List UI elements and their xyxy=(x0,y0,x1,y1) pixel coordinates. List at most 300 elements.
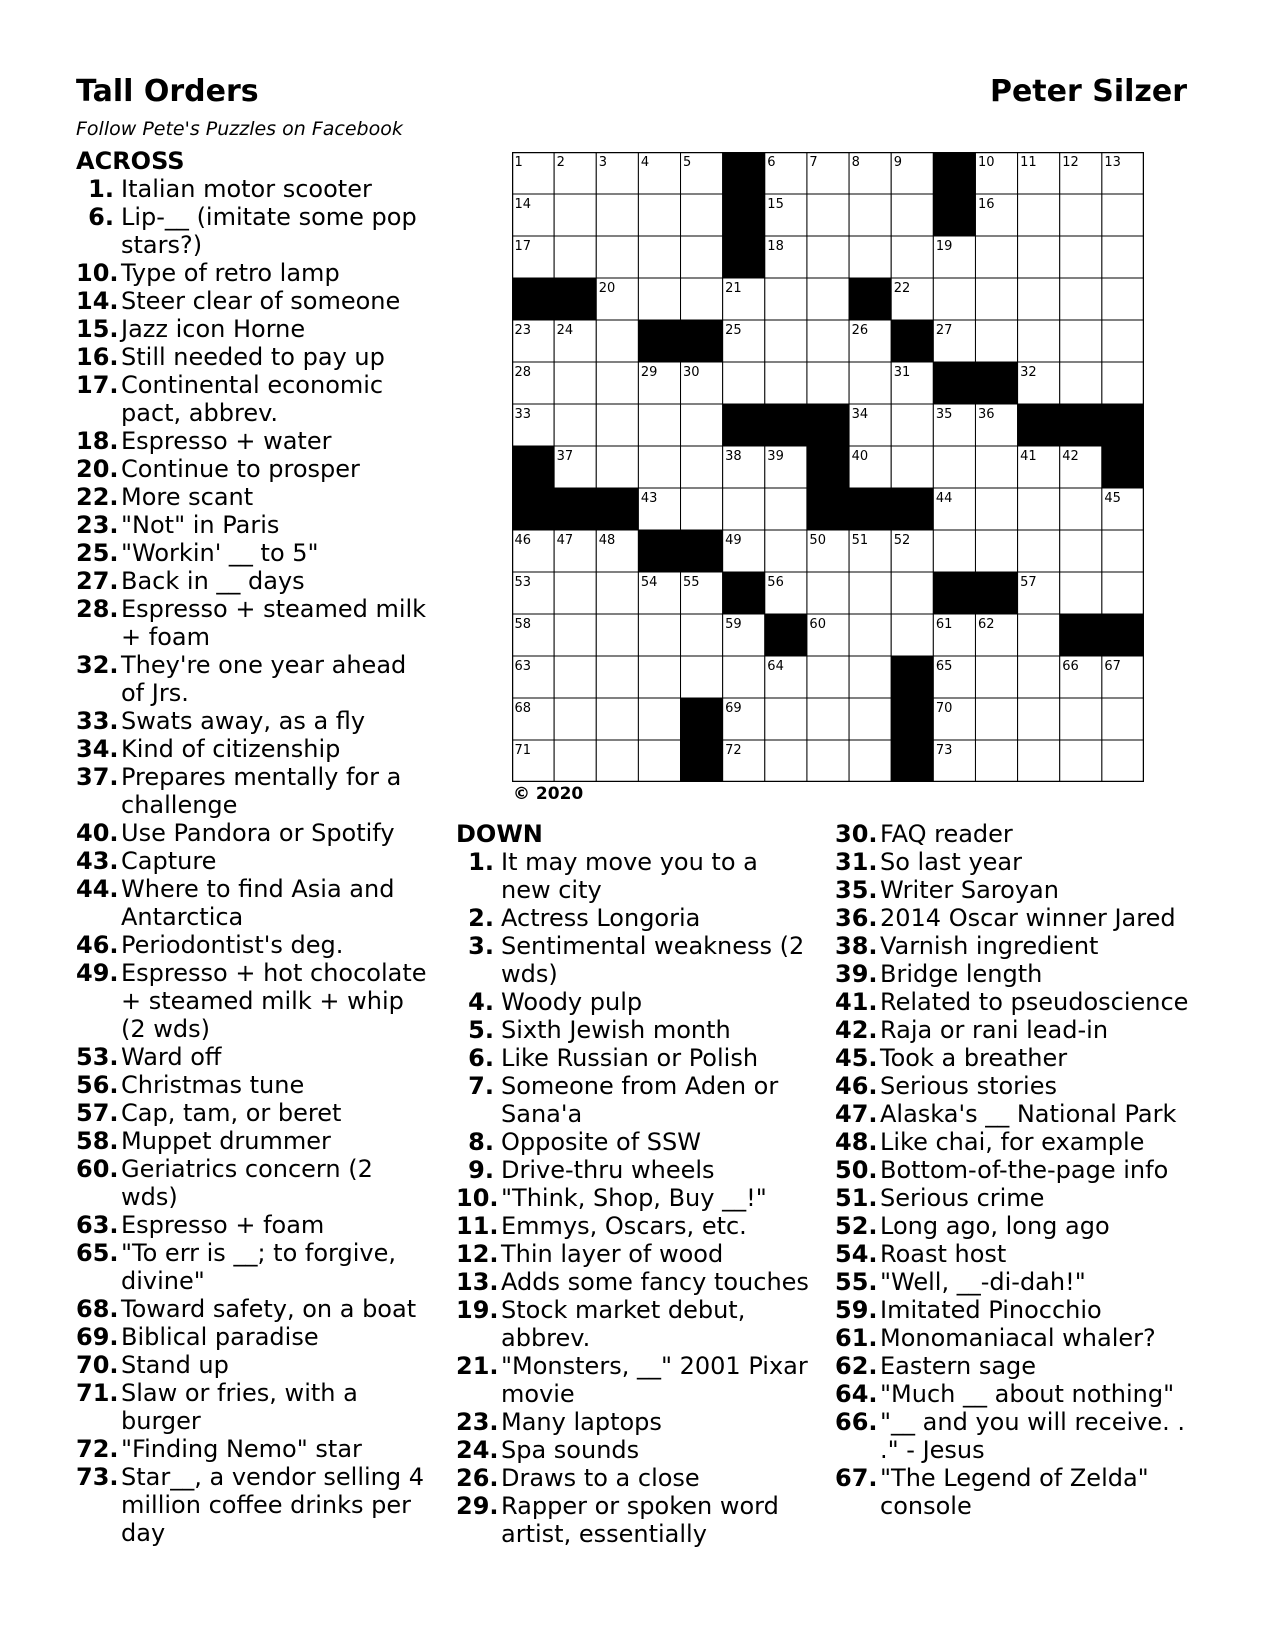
clue xyxy=(456,1016,812,1044)
grid-cell[interactable] xyxy=(1102,362,1144,404)
grid-cell[interactable] xyxy=(807,740,849,782)
black-square xyxy=(765,614,807,656)
grid-cell[interactable] xyxy=(1060,488,1102,530)
clue-text: Prepares mentally for a challenge xyxy=(121,763,402,819)
cell-number: 63 xyxy=(514,659,532,674)
clue-number: 27. xyxy=(76,567,119,595)
grid-cell[interactable] xyxy=(638,278,680,320)
clue xyxy=(76,595,436,651)
clue-number: 28. xyxy=(76,595,119,623)
clue-number: 14. xyxy=(76,287,119,315)
black-square xyxy=(681,698,723,740)
clue-text: Continue to prosper xyxy=(121,455,360,483)
grid-cell[interactable] xyxy=(975,446,1017,488)
cell-number: 58 xyxy=(514,617,532,632)
grid-cell[interactable] xyxy=(1102,572,1144,614)
clue-number: 53. xyxy=(76,1043,119,1071)
clue xyxy=(835,1044,1205,1072)
clue xyxy=(76,1099,436,1127)
clue-number: 3. xyxy=(468,932,494,960)
cell-number: 31 xyxy=(893,365,911,380)
grid-cell[interactable] xyxy=(723,362,765,404)
black-square xyxy=(933,152,975,194)
grid-cell[interactable] xyxy=(1060,530,1102,572)
grid-cell[interactable] xyxy=(765,530,807,572)
grid-cell[interactable] xyxy=(681,194,723,236)
clue-number: 5. xyxy=(468,1016,494,1044)
grid-cell[interactable] xyxy=(1018,278,1060,320)
grid-cell[interactable] xyxy=(849,194,891,236)
clue xyxy=(835,1072,1205,1100)
grid-cell[interactable] xyxy=(554,404,596,446)
cell-number: 25 xyxy=(725,323,742,338)
grid-cell[interactable] xyxy=(681,446,723,488)
grid-cell[interactable] xyxy=(596,614,638,656)
grid-cell[interactable] xyxy=(807,236,849,278)
grid-cell[interactable] xyxy=(975,530,1017,572)
clue-text: "Workin' __ to 5" xyxy=(121,539,319,567)
clue xyxy=(76,567,436,595)
grid-cell[interactable] xyxy=(554,236,596,278)
clue-text: Toward safety, on a boat xyxy=(121,1295,417,1323)
grid-cell[interactable] xyxy=(723,656,765,698)
clue-text: Back in __ days xyxy=(121,567,305,595)
clue-text: Muppet drummer xyxy=(121,1127,331,1155)
clue-text: Where to find Asia and Antarctica xyxy=(121,875,395,931)
clue-text: Adds some fancy touches xyxy=(501,1268,809,1296)
grid-cell[interactable] xyxy=(1018,194,1060,236)
clue-text: Bridge length xyxy=(880,960,1043,988)
grid-cell[interactable] xyxy=(1060,362,1102,404)
clue-text: Type of retro lamp xyxy=(121,259,340,287)
clue xyxy=(456,1212,812,1240)
clue-text: Christmas tune xyxy=(121,1071,305,1099)
grid-cell[interactable] xyxy=(681,404,723,446)
clue xyxy=(456,1492,812,1548)
grid-cell[interactable] xyxy=(1060,278,1102,320)
grid-cell[interactable] xyxy=(1018,320,1060,362)
grid-cell[interactable] xyxy=(596,740,638,782)
cell-number: 71 xyxy=(514,743,532,758)
clue xyxy=(835,820,1205,848)
cell-number: 45 xyxy=(1104,491,1121,506)
clue xyxy=(76,1043,436,1071)
grid-cell[interactable] xyxy=(807,320,849,362)
clue-number: 44. xyxy=(76,875,119,903)
clue-number: 21. xyxy=(456,1352,499,1380)
clue-text: Long ago, long ago xyxy=(880,1212,1110,1240)
cell-number: 4 xyxy=(640,155,650,170)
grid-cell[interactable] xyxy=(891,194,933,236)
black-square xyxy=(1018,404,1060,446)
clue-text: It may move you to a new city xyxy=(501,848,758,904)
clue-number: 68. xyxy=(76,1295,119,1323)
clue xyxy=(456,1352,812,1408)
grid-cell[interactable] xyxy=(891,446,933,488)
clue-text: Ward off xyxy=(121,1043,222,1071)
cell-number: 35 xyxy=(935,407,953,422)
grid-cell[interactable] xyxy=(807,278,849,320)
clue-number: 60. xyxy=(76,1155,119,1183)
clue xyxy=(835,1240,1205,1268)
clue xyxy=(76,287,436,315)
grid-cell[interactable] xyxy=(638,236,680,278)
black-square xyxy=(1102,404,1144,446)
black-square xyxy=(891,488,933,530)
clue xyxy=(456,1408,812,1436)
clue-number: 15. xyxy=(76,315,119,343)
clue xyxy=(456,1156,812,1184)
clue-text: Opposite of SSW xyxy=(501,1128,701,1156)
grid-cell[interactable] xyxy=(765,698,807,740)
grid-cell[interactable] xyxy=(638,740,680,782)
grid-cell[interactable] xyxy=(1018,740,1060,782)
clue-text: "Finding Nemo" star xyxy=(121,1435,362,1463)
grid-cell[interactable] xyxy=(849,236,891,278)
clue-text: Espresso + hot chocolate + steamed milk + whip (2 wds) xyxy=(121,959,427,1043)
grid-cell[interactable] xyxy=(1060,698,1102,740)
grid-cell[interactable] xyxy=(891,572,933,614)
cell-number: 43 xyxy=(640,491,658,506)
grid-cell[interactable] xyxy=(975,740,1017,782)
clue xyxy=(456,1128,812,1156)
clue-text: Sentimental weakness (2 wds) xyxy=(501,932,805,988)
clue-text: "Not" in Paris xyxy=(121,511,280,539)
grid-cell[interactable] xyxy=(765,740,807,782)
clue-number: 36. xyxy=(835,904,878,932)
subtitle: Follow Pete's Puzzles on Facebook xyxy=(76,118,403,140)
grid-cell[interactable] xyxy=(596,236,638,278)
clue-text: So last year xyxy=(880,848,1023,876)
grid-cell[interactable] xyxy=(975,320,1017,362)
grid-cell[interactable] xyxy=(681,656,723,698)
clue-text: Like chai, for example xyxy=(880,1128,1145,1156)
clue-number: 35. xyxy=(835,876,878,904)
clue-text: Espresso + foam xyxy=(121,1211,325,1239)
cell-number: 22 xyxy=(893,281,911,296)
clue xyxy=(76,763,436,819)
cell-number: 46 xyxy=(514,533,532,548)
grid-cell[interactable] xyxy=(1102,320,1144,362)
grid-cell[interactable] xyxy=(807,698,849,740)
grid-cell[interactable] xyxy=(596,698,638,740)
clue-text: Varnish ingredient xyxy=(880,932,1099,960)
grid-cell[interactable] xyxy=(1018,236,1060,278)
cell-number: 44 xyxy=(935,491,953,506)
clue-text: Serious stories xyxy=(880,1072,1057,1100)
clue-text: Kind of citizenship xyxy=(121,735,341,763)
down-heading: DOWN xyxy=(456,820,543,848)
clue-text: They're one year ahead of Jrs. xyxy=(121,651,407,707)
black-square xyxy=(1060,404,1102,446)
clue xyxy=(76,203,436,259)
black-square xyxy=(891,656,933,698)
cell-number: 7 xyxy=(809,155,818,170)
clue xyxy=(76,1435,436,1463)
clue-number: 58. xyxy=(76,1127,119,1155)
grid-cell[interactable] xyxy=(723,488,765,530)
clue-number: 33. xyxy=(76,707,119,735)
grid-cell[interactable] xyxy=(849,572,891,614)
grid-cell[interactable] xyxy=(1102,194,1144,236)
grid-cell[interactable] xyxy=(554,740,596,782)
clue-number: 9. xyxy=(468,1156,494,1184)
grid-cell[interactable] xyxy=(1018,656,1060,698)
cell-number: 19 xyxy=(935,239,953,254)
grid-cell[interactable] xyxy=(1018,488,1060,530)
grid-cell[interactable] xyxy=(1102,740,1144,782)
grid-cell[interactable] xyxy=(933,446,975,488)
clue xyxy=(76,1155,436,1211)
grid-cell[interactable] xyxy=(933,530,975,572)
clue-number: 1. xyxy=(468,848,494,876)
clue-number: 42. xyxy=(835,1016,878,1044)
grid-cell[interactable] xyxy=(807,656,849,698)
grid-cell[interactable] xyxy=(596,320,638,362)
clue-number: 46. xyxy=(835,1072,878,1100)
clue-text: "Think, Shop, Buy __!" xyxy=(501,1184,767,1212)
clue xyxy=(76,343,436,371)
clue xyxy=(456,1296,812,1352)
grid-cell[interactable] xyxy=(1018,698,1060,740)
grid-cell[interactable] xyxy=(1060,320,1102,362)
grid-cell[interactable] xyxy=(1060,194,1102,236)
clue xyxy=(76,427,436,455)
clue xyxy=(76,651,436,707)
grid-cell[interactable] xyxy=(596,362,638,404)
grid-cell[interactable] xyxy=(554,572,596,614)
clue-number: 66. xyxy=(835,1408,878,1436)
clue-number: 6. xyxy=(88,203,114,231)
grid-cell[interactable] xyxy=(1102,698,1144,740)
cell-number: 59 xyxy=(725,617,742,632)
grid-cell[interactable] xyxy=(891,614,933,656)
grid-cell[interactable] xyxy=(1102,278,1144,320)
grid-cell[interactable] xyxy=(807,362,849,404)
grid-cell[interactable] xyxy=(681,488,723,530)
cell-number: 66 xyxy=(1062,659,1079,674)
clue-text: More scant xyxy=(121,483,254,511)
clue-number: 8. xyxy=(468,1128,494,1156)
clue-number: 69. xyxy=(76,1323,119,1351)
grid-cell[interactable] xyxy=(765,488,807,530)
black-square xyxy=(723,152,765,194)
grid-cell[interactable] xyxy=(1060,572,1102,614)
clue xyxy=(76,1127,436,1155)
grid-cell[interactable] xyxy=(975,488,1017,530)
grid-cell[interactable] xyxy=(975,656,1017,698)
cell-number: 61 xyxy=(935,617,953,632)
clue-number: 43. xyxy=(76,847,119,875)
clue-number: 56. xyxy=(76,1071,119,1099)
clue-text: Swats away, as a fly xyxy=(121,707,366,735)
clue-text: Thin layer of wood xyxy=(501,1240,724,1268)
black-square xyxy=(554,488,596,530)
down-clue-list-1 xyxy=(456,848,812,1548)
clue xyxy=(76,931,436,959)
clue-text: 2014 Oscar winner Jared xyxy=(880,904,1176,932)
clue-number: 64. xyxy=(835,1380,878,1408)
grid-cell[interactable] xyxy=(849,698,891,740)
clue-text: "The Legend of Zelda" console xyxy=(880,1464,1149,1520)
clue xyxy=(835,1100,1205,1128)
clue-text: Steer clear of someone xyxy=(121,287,401,315)
black-square xyxy=(891,698,933,740)
grid-cell[interactable] xyxy=(596,656,638,698)
cell-number: 70 xyxy=(935,701,953,716)
clue-number: 73. xyxy=(76,1463,119,1491)
cell-number: 21 xyxy=(725,281,742,296)
cell-number: 13 xyxy=(1104,155,1121,170)
clue xyxy=(835,1408,1205,1464)
grid-cell[interactable] xyxy=(638,404,680,446)
clue-number: 25. xyxy=(76,539,119,567)
grid-cell[interactable] xyxy=(1060,236,1102,278)
grid-cell[interactable] xyxy=(975,698,1017,740)
clue-text: Took a breather xyxy=(880,1044,1068,1072)
clue xyxy=(76,735,436,763)
cell-number: 72 xyxy=(725,743,742,758)
grid-cell[interactable] xyxy=(891,236,933,278)
clue xyxy=(76,819,436,847)
grid-cell[interactable] xyxy=(1018,530,1060,572)
cell-number: 12 xyxy=(1062,155,1079,170)
clue-text: Italian motor scooter xyxy=(121,175,372,203)
clue xyxy=(835,1016,1205,1044)
black-square xyxy=(849,488,891,530)
grid-cell[interactable] xyxy=(849,362,891,404)
grid-cell[interactable] xyxy=(554,194,596,236)
black-square xyxy=(933,572,975,614)
cell-number: 8 xyxy=(851,155,860,170)
cell-number: 23 xyxy=(514,323,532,338)
grid-cell[interactable] xyxy=(596,404,638,446)
clue-text: "Much __ about nothing" xyxy=(880,1380,1175,1408)
grid-cell[interactable] xyxy=(1102,530,1144,572)
clue xyxy=(76,511,436,539)
cell-number: 27 xyxy=(935,323,953,338)
cell-number: 57 xyxy=(1020,575,1037,590)
black-square xyxy=(554,278,596,320)
grid-cell[interactable] xyxy=(638,698,680,740)
grid-cell[interactable] xyxy=(1102,236,1144,278)
grid-cell[interactable] xyxy=(596,572,638,614)
grid-cell[interactable] xyxy=(681,614,723,656)
clue-number: 71. xyxy=(76,1379,119,1407)
grid-cell[interactable] xyxy=(849,656,891,698)
clue xyxy=(76,175,436,203)
clue xyxy=(76,875,436,931)
black-square xyxy=(723,404,765,446)
clue-text: Slaw or fries, with a burger xyxy=(121,1379,358,1435)
grid-cell[interactable] xyxy=(681,236,723,278)
clue xyxy=(456,988,812,1016)
clue xyxy=(76,707,436,735)
black-square xyxy=(807,488,849,530)
cell-number: 54 xyxy=(640,575,658,590)
black-square xyxy=(975,572,1017,614)
grid-cell[interactable] xyxy=(638,446,680,488)
clue-text: Writer Saroyan xyxy=(880,876,1059,904)
clue-text: Cap, tam, or beret xyxy=(121,1099,342,1127)
cell-number: 68 xyxy=(514,701,532,716)
clue-number: 55. xyxy=(835,1268,878,1296)
cell-number: 49 xyxy=(725,533,742,548)
cell-number: 15 xyxy=(767,197,784,212)
clue-number: 10. xyxy=(456,1184,499,1212)
grid-cell[interactable] xyxy=(807,572,849,614)
grid-cell[interactable] xyxy=(849,614,891,656)
grid-cell[interactable] xyxy=(638,656,680,698)
grid-cell[interactable] xyxy=(891,404,933,446)
clue-text: Someone from Aden or Sana'a xyxy=(501,1072,779,1128)
cell-number: 16 xyxy=(977,197,995,212)
grid-cell[interactable] xyxy=(638,194,680,236)
cell-number: 67 xyxy=(1104,659,1121,674)
clue xyxy=(456,904,812,932)
grid-cell[interactable] xyxy=(807,194,849,236)
clue-text: "To err is __; to forgive, divine" xyxy=(121,1239,396,1295)
grid-cell[interactable] xyxy=(638,614,680,656)
grid-cell[interactable] xyxy=(1060,740,1102,782)
clue-number: 63. xyxy=(76,1211,119,1239)
grid-cell[interactable] xyxy=(765,278,807,320)
cell-number: 55 xyxy=(683,575,700,590)
grid-cell[interactable] xyxy=(554,614,596,656)
grid-cell[interactable] xyxy=(596,446,638,488)
black-square xyxy=(975,362,1017,404)
grid-cell[interactable] xyxy=(765,362,807,404)
clue xyxy=(835,932,1205,960)
grid-cell[interactable] xyxy=(1018,614,1060,656)
copyright: © 2020 xyxy=(513,784,584,804)
clue-number: 22. xyxy=(76,483,119,511)
cell-number: 20 xyxy=(598,281,616,296)
clue-number: 18. xyxy=(76,427,119,455)
grid-cell[interactable] xyxy=(681,278,723,320)
grid-cell[interactable] xyxy=(765,320,807,362)
grid-cell[interactable] xyxy=(596,194,638,236)
clue xyxy=(456,1464,812,1492)
grid-cell[interactable] xyxy=(554,362,596,404)
grid-cell[interactable] xyxy=(933,278,975,320)
clue xyxy=(76,315,436,343)
black-square xyxy=(638,530,680,572)
clue-text: Espresso + steamed milk + foam xyxy=(121,595,427,651)
clue-number: 45. xyxy=(835,1044,878,1072)
clue-number: 29. xyxy=(456,1492,499,1520)
cell-number: 69 xyxy=(725,701,742,716)
clue xyxy=(456,1268,812,1296)
grid-cell[interactable] xyxy=(975,236,1017,278)
grid-cell[interactable] xyxy=(554,698,596,740)
grid-cell[interactable] xyxy=(975,278,1017,320)
black-square xyxy=(681,320,723,362)
clue xyxy=(835,1464,1205,1520)
clue xyxy=(835,1380,1205,1408)
black-square xyxy=(723,572,765,614)
clue-text: Still needed to pay up xyxy=(121,343,385,371)
clue-text: Related to pseudoscience xyxy=(880,988,1189,1016)
black-square xyxy=(933,194,975,236)
grid-cell[interactable] xyxy=(849,740,891,782)
clue xyxy=(835,904,1205,932)
clue xyxy=(835,1324,1205,1352)
clue xyxy=(456,1072,812,1128)
grid-cell[interactable] xyxy=(554,656,596,698)
clue-number: 52. xyxy=(835,1212,878,1240)
clue-number: 37. xyxy=(76,763,119,791)
